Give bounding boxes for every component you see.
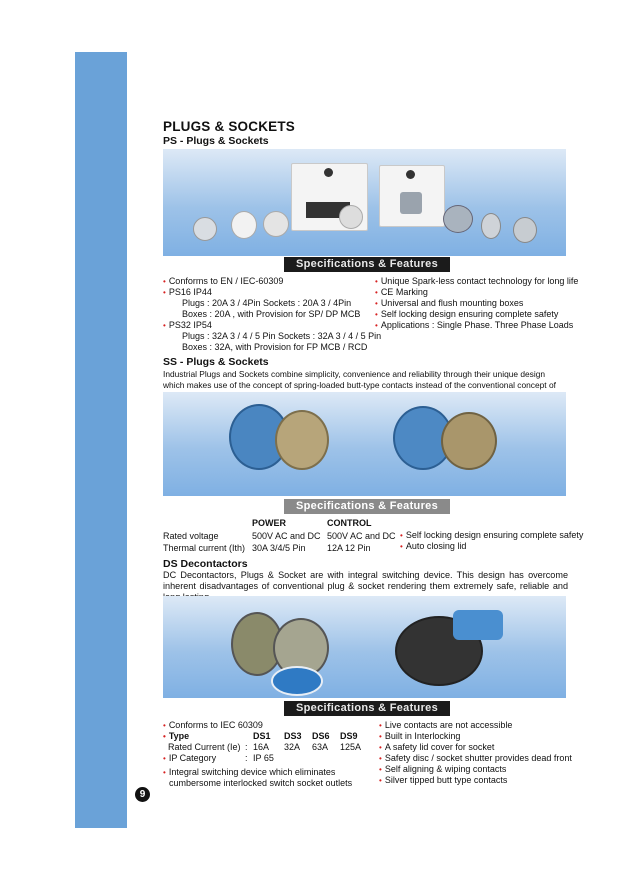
ss-col-control: CONTROL — [327, 518, 372, 528]
ps-right-item: • Applications : Single Phase. Three Phase Loads — [375, 320, 574, 330]
ds-type: DS1 — [253, 731, 271, 741]
ps-right-item: • Unique Spark-less contact technology for long life — [375, 276, 579, 286]
ds-rated-label: Rated Current (Ie) — [168, 742, 241, 752]
ps-right-item: • Self locking design ensuring complete safety — [375, 309, 559, 319]
ss-feature-item: • Auto closing lid — [400, 541, 467, 551]
ds-right-item: • Silver tipped butt type contacts — [379, 775, 508, 785]
ss-feature-item: • Self locking design ensuring complete safety — [400, 530, 584, 540]
ds-right-item: • A safety lid cover for socket — [379, 742, 495, 752]
ds-type: DS3 — [284, 731, 302, 741]
ds-product-photo — [163, 596, 566, 698]
ds-right-item: • Self aligning & wiping contacts — [379, 764, 507, 774]
ps-socket-cap — [339, 205, 363, 229]
ds-blue-lid — [453, 610, 503, 640]
ds-right-item: • Built in Interlocking — [379, 731, 461, 741]
ps-left-item: • Conforms to EN / IEC-60309 — [163, 276, 284, 286]
ss-row-power: 500V AC and DC — [252, 531, 321, 541]
ps-plug-small — [481, 213, 501, 239]
ds-rated-value: 125A — [340, 742, 362, 752]
page-title: PLUGS & SOCKETS — [163, 119, 296, 134]
ps-right-item: • Universal and flush mounting boxes — [375, 298, 524, 308]
page-sidebar-band — [75, 52, 127, 828]
ps-left-item: • PS32 IP54 — [163, 320, 212, 330]
ds-right-item: • Live contacts are not accessible — [379, 720, 513, 730]
page-number: 9 — [135, 787, 150, 802]
ds-subheading: DS Decontactors — [163, 558, 248, 570]
ds-type-label: • Type — [163, 731, 190, 741]
ds-type: DS9 — [340, 731, 358, 741]
ss-product-photo — [163, 392, 566, 496]
ss-row-control: 500V AC and DC — [327, 531, 396, 541]
ps-left-item: • PS16 IP44 — [163, 287, 212, 297]
ds-colon: : — [245, 753, 248, 763]
ds-conforms: • Conforms to IEC 60309 — [163, 720, 263, 730]
ps-subheading: PS - Plugs & Sockets — [163, 135, 269, 147]
ss-subheading: SS - Plugs & Sockets — [163, 356, 269, 368]
ds-type: DS6 — [312, 731, 330, 741]
ps-left-item: Boxes : 20A , with Provision for SP/ DP MCB — [182, 309, 361, 319]
ds-description: DC Decontactors, Plugs & Socket are with integral switching device. This design has overcome inherent disadvantages of conventional plug & socket rendering them extremely safe, reliable and — [163, 570, 568, 591]
ds-colon: : — [245, 742, 248, 752]
ps-right-item: • CE Marking — [375, 287, 428, 297]
ds-rated-value: 63A — [312, 742, 329, 752]
ps-left-item: Boxes : 32A, with Provision for FP MCB / RCD — [182, 342, 368, 352]
ss-description: Industrial Plugs and Sockets combine simplicity, convenience and reliability through their unique design which makes use of the concept of spring-loaded butt-type contacts instead of the conventional concept of — [163, 369, 556, 390]
ds-ip-value: IP 65 — [253, 753, 274, 763]
ds-ip-label: • IP Category — [163, 753, 217, 763]
ps-product-photo — [163, 149, 566, 256]
ds-blue-disc — [271, 666, 323, 696]
ps-spec-title: Specifications & Features — [284, 257, 450, 272]
ds-integral-cont: cumbersome interlocked switch socket outlets — [169, 778, 353, 788]
ss-spec-title: Specifications & Features — [284, 499, 450, 514]
ps-left-item: Plugs : 20A 3 / 4Pin Sockets : 20A 3 / 4Pin — [182, 298, 352, 308]
ds-spec-title: Specifications & Features — [284, 701, 450, 716]
ds-rated-value: 32A — [284, 742, 301, 752]
ds-integral: • Integral switching device which eliminates — [163, 767, 336, 777]
ss-row-label: Thermal current (Ith) — [163, 543, 246, 553]
ps-red-plug — [443, 205, 473, 233]
ss-plug-brass — [275, 410, 329, 470]
ds-rated-value: 16A — [253, 742, 270, 752]
ps-socket-box — [379, 165, 445, 227]
ss-control-plug — [441, 412, 497, 470]
ps-white-socket — [231, 211, 257, 239]
ps-left-item: Plugs : 32A 3 / 4 / 5 Pin Sockets : 32A 3 / 4 / 5 Pin — [182, 331, 382, 341]
ps-square-socket — [263, 211, 289, 237]
ss-col-power: POWER — [252, 518, 287, 528]
ss-row-label: Rated voltage — [163, 531, 219, 541]
ps-plug-round — [513, 217, 537, 243]
ss-row-control: 12A 12 Pin — [327, 543, 371, 553]
ps-flush-socket — [193, 217, 217, 241]
ss-row-power: 30A 3/4/5 Pin — [252, 543, 306, 553]
ds-right-item: • Safety disc / socket shutter provides dead front — [379, 753, 572, 763]
